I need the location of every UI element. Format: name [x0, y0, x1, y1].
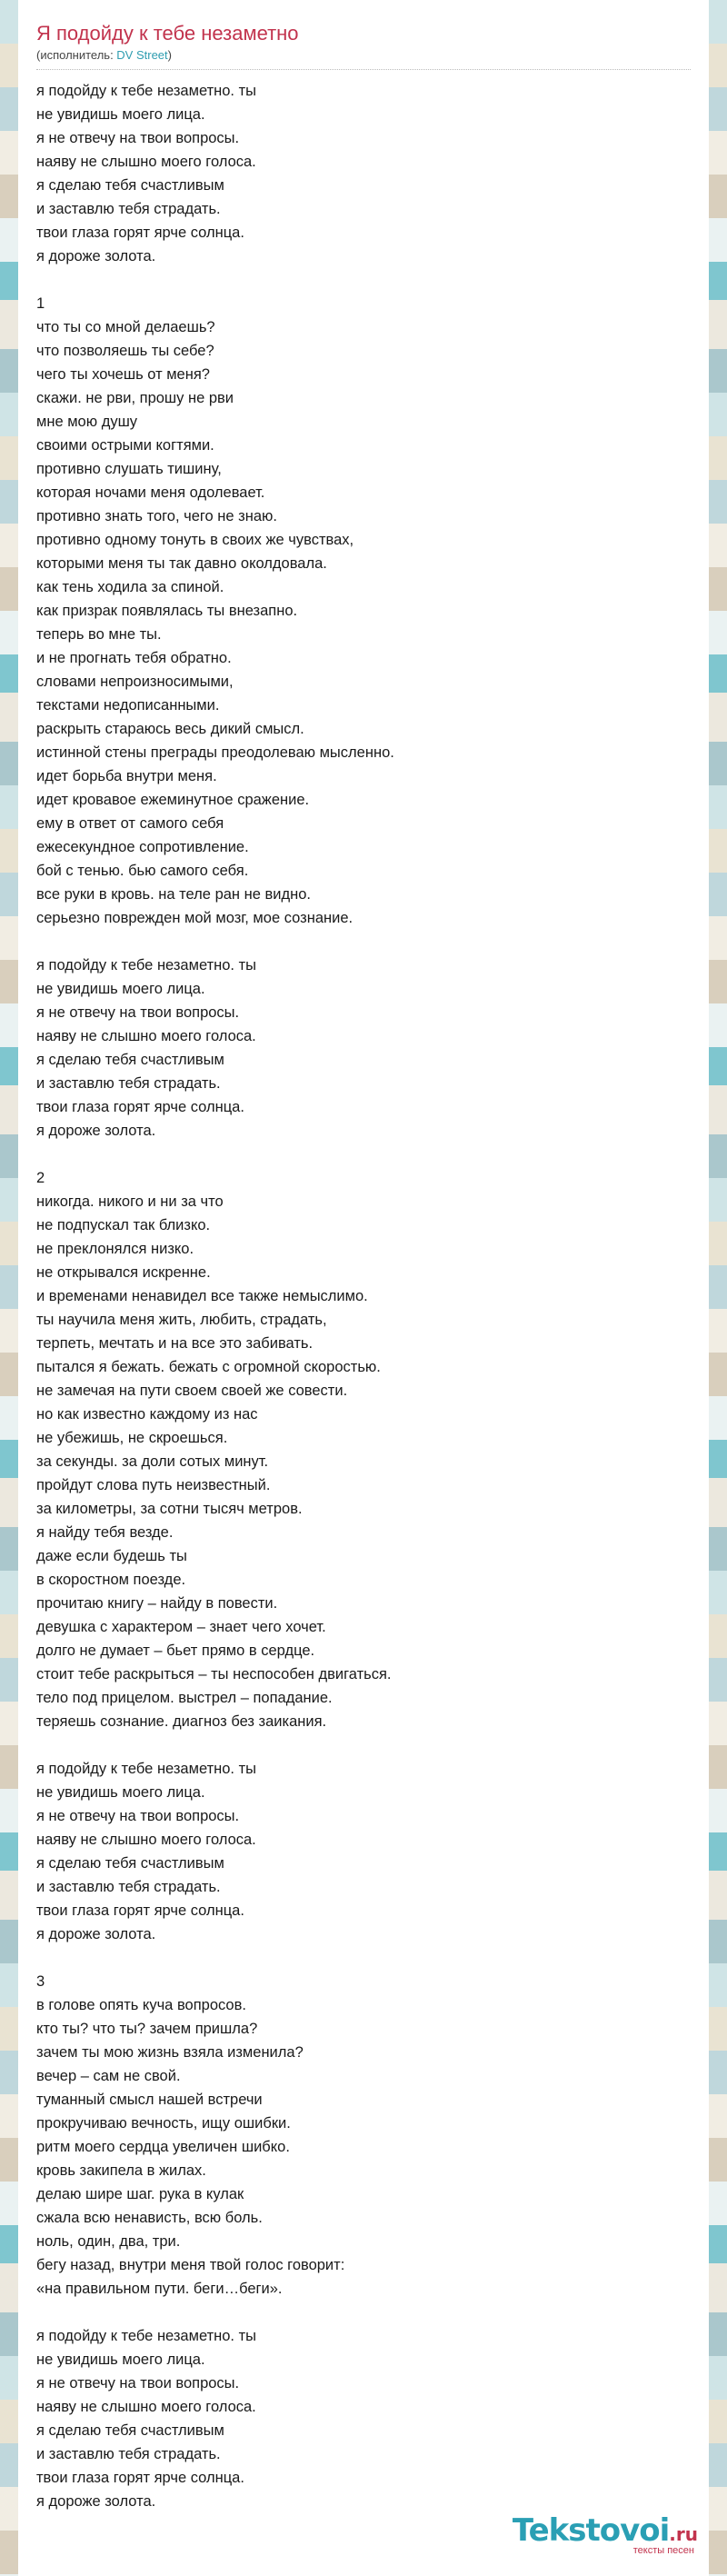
lyric-line: не открывался искренне. [36, 1264, 211, 1281]
lyric-line: пройдут слова путь неизвестный. [36, 1477, 271, 1493]
lyric-line: наяву не слышно моего голоса. [36, 2399, 256, 2415]
lyric-line: не увидишь моего лица. [36, 1784, 205, 1801]
lyrics-text [36, 79, 691, 2513]
lyric-line: девушка с характером – знает чего хочет. [36, 1619, 326, 1635]
lyric-line: я не отвечу на твои вопросы. [36, 2375, 240, 2391]
lyric-line [36, 2301, 691, 2324]
lyric-line: бегу назад, внутри меня твой голос говорит: [36, 2257, 345, 2273]
song-title: Я подойду к тебе незаметно [36, 22, 299, 45]
artist-link[interactable]: DV Street [116, 48, 168, 62]
lyric-line: мне мою душу [36, 414, 138, 430]
lyric-line: прокручиваю вечность, ищу ошибки. [36, 2115, 291, 2132]
lyric-line: идет кровавое ежеминутное сражение. [36, 792, 310, 808]
lyric-line: и заставлю тебя страдать. [36, 1879, 221, 1895]
lyric-line: противно одному тонуть в своих же чувствах, [36, 532, 354, 548]
lyric-line: я найду тебя везде. [36, 1524, 174, 1541]
lyric-line: за километры, за сотни тысяч метров. [36, 1501, 303, 1517]
lyric-line: идет борьба внутри меня. [36, 768, 217, 784]
lyric-line: я сделаю тебя счастливым [36, 177, 224, 194]
lyric-line: не увидишь моего лица. [36, 106, 205, 123]
lyric-line: 1 [36, 295, 45, 312]
lyric-line: твои глаза горят ярче солнца. [36, 2470, 244, 2486]
lyric-line: противно слушать тишину, [36, 461, 222, 477]
lyric-line: не увидишь моего лица. [36, 2351, 205, 2368]
lyric-line: противно знать того, чего не знаю. [36, 508, 277, 524]
artist-line [36, 47, 691, 70]
lyric-line: кто ты? что ты? зачем пришла? [36, 2021, 258, 2037]
lyric-line [36, 1733, 691, 1757]
lyric-line: никогда. никого и ни за что [36, 1193, 224, 1210]
lyric-line: я дороже золота. [36, 2493, 156, 2510]
lyric-line: которая ночами меня одолевает. [36, 484, 265, 501]
lyric-line: я сделаю тебя счастливым [36, 1052, 224, 1068]
lyric-line: зачем ты мою жизнь взяла изменила? [36, 2044, 304, 2061]
page-content [18, 0, 709, 2576]
artist-prefix: (исполнитель: [36, 48, 117, 62]
lyric-line: серьезно поврежден мой мозг, мое сознание. [36, 910, 354, 926]
lyric-line: словами непроизносимыми, [36, 674, 234, 690]
lyric-line: как тень ходила за спиной. [36, 579, 224, 595]
lyric-line: и не прогнать тебя обратно. [36, 650, 232, 666]
lyric-line: в скоростном поезде. [36, 1572, 186, 1588]
lyric-line: я подойду к тебе незаметно. ты [36, 2328, 257, 2344]
lyric-line: делаю шире шаг. рука в кулак [36, 2186, 244, 2202]
lyric-line: за секунды. за доли сотых минут. [36, 1453, 269, 1470]
lyric-line: долго не думает – бьет прямо в сердце. [36, 1642, 315, 1659]
lyric-line: не замечая на пути своем своей же совести. [36, 1383, 348, 1399]
lyric-line: бой с тенью. бью самого себя. [36, 863, 249, 879]
lyric-line: я не отвечу на твои вопросы. [36, 130, 240, 146]
lyric-line [36, 930, 691, 954]
lyric-line: 3 [36, 1973, 45, 1990]
lyric-line: пытался я бежать. бежать с огромной скоростью. [36, 1359, 381, 1375]
lyric-line [36, 1946, 691, 1970]
lyric-line: стоит тебе раскрыться – ты неспособен двигаться. [36, 1666, 392, 1682]
left-decorative-stripe [0, 0, 18, 2576]
right-decorative-stripe [709, 0, 727, 2576]
lyric-line: твои глаза горят ярче солнца. [36, 1902, 244, 1919]
lyric-line: я сделаю тебя счастливым [36, 1855, 224, 1872]
lyric-line: скажи. не рви, прошу не рви [36, 390, 234, 406]
lyric-line: туманный смысл нашей встречи [36, 2092, 263, 2108]
lyric-line: я подойду к тебе незаметно. ты [36, 83, 257, 99]
lyric-line: я дороже золота. [36, 1926, 156, 1942]
lyric-line: не увидишь моего лица. [36, 981, 205, 997]
lyric-line: чего ты хочешь от меня? [36, 366, 210, 383]
lyric-line: которыми меня ты так давно околдовала. [36, 555, 327, 572]
lyric-line: ежесекундное сопротивление. [36, 839, 249, 855]
lyric-line: я подойду к тебе незаметно. ты [36, 957, 257, 973]
lyric-line: все руки в кровь. на теле ран не видно. [36, 886, 311, 903]
lyric-line: наяву не слышно моего голоса. [36, 1028, 256, 1044]
lyric-line: я дороже золота. [36, 1123, 156, 1139]
lyric-line: наяву не слышно моего голоса. [36, 1832, 256, 1848]
lyric-line: ты научила меня жить, любить, страдать, [36, 1312, 327, 1328]
lyric-line: ему в ответ от самого себя [36, 815, 224, 832]
lyric-line: даже если будешь ты [36, 1548, 187, 1564]
lyric-line: как призрак появлялась ты внезапно. [36, 603, 298, 619]
lyric-line: текстами недописанными. [36, 697, 220, 714]
lyric-line: что ты со мной делаешь? [36, 319, 215, 335]
lyric-line: не преклонялся низко. [36, 1241, 194, 1257]
lyric-line: терпеть, мечтать и на все это забивать. [36, 1335, 314, 1352]
lyric-line: не убежишь, не скроешься. [36, 1430, 228, 1446]
lyric-line: истинной стены преграды преодолеваю мысленно. [36, 744, 394, 761]
logo-tagline: тексты песен [632, 2545, 694, 2556]
lyric-line [36, 268, 691, 292]
lyric-line: своими острыми когтями. [36, 437, 214, 454]
lyric-line: я не отвечу на твои вопросы. [36, 1808, 240, 1824]
lyric-line [36, 1143, 691, 1166]
lyric-line: не подпускал так близко. [36, 1217, 211, 1233]
lyric-line: я сделаю тебя счастливым [36, 2422, 224, 2439]
lyric-line: что позволяешь ты себе? [36, 343, 214, 359]
lyric-line: твои глаза горят ярче солнца. [36, 225, 244, 241]
lyric-line: наяву не слышно моего голоса. [36, 154, 256, 170]
lyric-line: тело под прицелом. выстрел – попадание. [36, 1690, 333, 1706]
lyric-line: кровь закипела в жилах. [36, 2162, 206, 2179]
lyric-line: твои глаза горят ярче солнца. [36, 1099, 244, 1115]
lyric-line: и временами ненавидел все также немыслимо. [36, 1288, 368, 1304]
lyric-line: ноль, один, два, три. [36, 2233, 181, 2250]
lyric-line: теряешь сознание. диагноз без заикания. [36, 1713, 327, 1730]
lyric-line: ритм моего сердца увеличен шибко. [36, 2139, 290, 2155]
lyric-line: теперь во мне ты. [36, 626, 162, 643]
lyric-line: я подойду к тебе незаметно. ты [36, 1761, 257, 1777]
artist-suffix: ) [167, 48, 172, 62]
lyric-line: раскрыть стараюсь весь дикий смысл. [36, 721, 304, 737]
lyric-line: и заставлю тебя страдать. [36, 2446, 221, 2462]
lyric-line: «на правильном пути. беги…беги». [36, 2281, 283, 2297]
lyric-line: и заставлю тебя страдать. [36, 1075, 221, 1092]
lyric-line: я дороже золота. [36, 248, 156, 265]
logo-tld: .ru [669, 2523, 698, 2545]
lyric-line: сжала всю ненависть, всю боль. [36, 2210, 263, 2226]
logo-brand-name: Tekstovoi [512, 2512, 670, 2549]
lyric-line: я не отвечу на твои вопросы. [36, 1004, 240, 1021]
lyric-line: 2 [36, 1170, 45, 1186]
site-logo[interactable] [513, 2512, 698, 2556]
lyric-line: но как известно каждому из нас [36, 1406, 258, 1423]
lyric-line: в голове опять куча вопросов. [36, 1997, 246, 2013]
logo-brand [513, 2512, 698, 2549]
lyric-line: и заставлю тебя страдать. [36, 201, 221, 217]
lyric-line: вечер – сам не свой. [36, 2068, 181, 2084]
lyric-line: прочитаю книгу – найду в повести. [36, 1595, 278, 1612]
